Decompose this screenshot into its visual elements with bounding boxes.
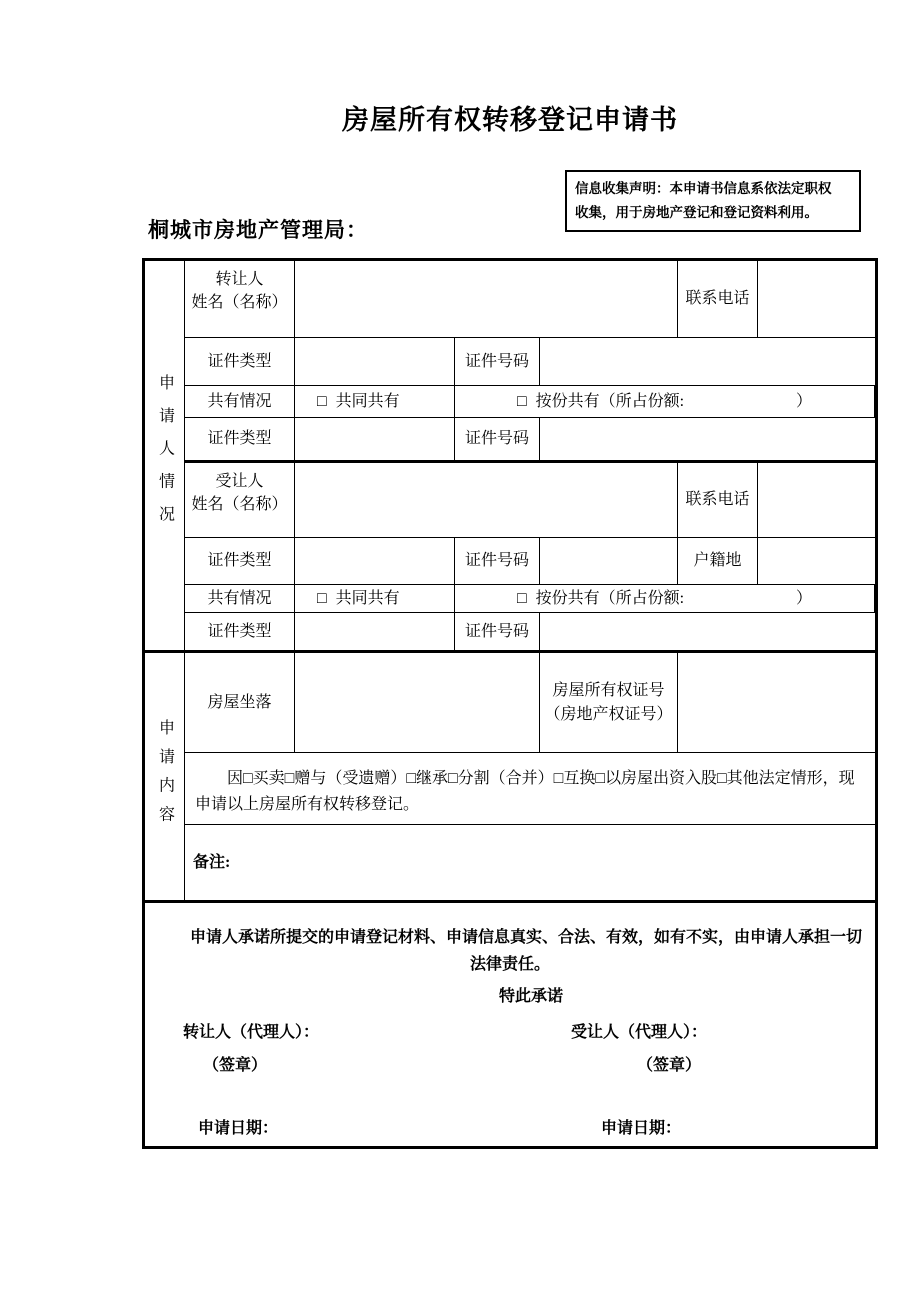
ownership-cert-label-line2: （房地产权证号） bbox=[544, 705, 673, 723]
transferor-share-option bbox=[455, 386, 875, 418]
share-ownership-label: 按份共有（所占份额: ） bbox=[535, 589, 813, 607]
pledge-section bbox=[145, 903, 875, 1146]
transferee-doc-type2-label: 证件类型 bbox=[185, 613, 295, 653]
transferor-doc-no-value[interactable] bbox=[540, 338, 875, 386]
ownership-cert-value[interactable] bbox=[678, 653, 875, 753]
transferee-name-label-line2: 姓名（名称） bbox=[191, 496, 288, 514]
addressee-line: 桐城市房地产管理局： bbox=[148, 218, 368, 242]
transferee-residence-label: 户籍地 bbox=[678, 538, 758, 585]
ownership-cert-label bbox=[540, 653, 678, 753]
transferor-doc-no2-label: 证件号码 bbox=[455, 418, 540, 463]
joint-ownership-checkbox-icon[interactable]: □ bbox=[317, 589, 327, 607]
transferor-doc-no-label: 证件号码 bbox=[455, 338, 540, 386]
transferor-name-label bbox=[185, 261, 295, 338]
pledge-text: 申请人承诺所提交的申请登记材料、申请信息真实、合法、有效，如有不实，由申请人承担一切法律责任。 bbox=[189, 929, 862, 974]
transferor-name-label-line1: 转让人 bbox=[215, 271, 264, 288]
section-content-label: 申请内容 bbox=[156, 718, 174, 835]
joint-ownership-checkbox-icon[interactable]: □ bbox=[317, 392, 327, 410]
section-applicant-label: 申请人情况 bbox=[156, 373, 174, 538]
house-location-label: 房屋坐落 bbox=[185, 653, 295, 753]
transferee-residence-value[interactable] bbox=[758, 538, 875, 585]
transferor-signature-label: 转让人（代理人）： bbox=[183, 1024, 320, 1041]
transferee-doc-no-value[interactable] bbox=[540, 538, 678, 585]
joint-ownership-label: 共同共有 bbox=[335, 589, 400, 607]
transfer-reason-text: 因□买卖□赠与（受遗赠）□继承□分割（合并）□互换□以房屋出资入股□其他法定情形，现申请以上房屋所有权转移登记。 bbox=[195, 770, 855, 814]
transferee-doc-no-label: 证件号码 bbox=[455, 538, 540, 585]
transferor-doc-type-label: 证件类型 bbox=[185, 338, 295, 386]
transferee-phone-label: 联系电话 bbox=[678, 463, 758, 538]
transferee-doc-type-value[interactable] bbox=[295, 538, 455, 585]
remarks-label: 备注: bbox=[193, 853, 231, 871]
transferor-doc-no2-value[interactable] bbox=[540, 418, 875, 463]
section-applicant-info bbox=[145, 261, 185, 653]
notice-line-2: 收集，用于房地产登记和登记资料利用。 bbox=[575, 205, 818, 221]
transferee-name-label-line1: 受让人 bbox=[215, 473, 264, 490]
transferee-joint-option bbox=[295, 585, 455, 613]
transferee-application-date-label: 申请日期： bbox=[601, 1120, 682, 1137]
transferor-phone-label: 联系电话 bbox=[678, 261, 758, 338]
transferee-phone-value[interactable] bbox=[758, 463, 875, 538]
transferor-application-date-label: 申请日期： bbox=[198, 1120, 279, 1137]
transferee-doc-type-label: 证件类型 bbox=[185, 538, 295, 585]
transferee-doc-no2-label: 证件号码 bbox=[455, 613, 540, 653]
transferee-co-ownership-label: 共有情况 bbox=[185, 585, 295, 613]
info-collection-notice bbox=[565, 170, 861, 232]
transferor-name-label-line2: 姓名（名称） bbox=[191, 294, 288, 312]
transferee-seal-label: （签章） bbox=[637, 1057, 702, 1074]
share-ownership-checkbox-icon[interactable]: □ bbox=[516, 589, 527, 607]
transferor-seal-label: （签章） bbox=[203, 1057, 268, 1074]
transferee-signature-label: 受让人（代理人）： bbox=[571, 1024, 708, 1041]
share-ownership-label: 按份共有（所占份额: ） bbox=[535, 392, 813, 410]
share-ownership-checkbox-icon[interactable]: □ bbox=[516, 392, 527, 410]
transferee-doc-type2-value[interactable] bbox=[295, 613, 455, 653]
application-form-table bbox=[142, 258, 878, 1149]
notice-line-1: 信息收集声明：本申请书信息系依法定职权 bbox=[575, 181, 832, 196]
transferor-name-value[interactable] bbox=[295, 261, 678, 338]
transferor-co-ownership-label: 共有情况 bbox=[185, 386, 295, 418]
ownership-cert-label-line1: 房屋所有权证号 bbox=[552, 682, 665, 700]
transferor-doc-type2-value[interactable] bbox=[295, 418, 455, 463]
transferor-doc-type2-label: 证件类型 bbox=[185, 418, 295, 463]
pledge-confirm: 特此承诺 bbox=[498, 988, 563, 1006]
transferee-name-label bbox=[185, 463, 295, 538]
joint-ownership-label: 共同共有 bbox=[335, 392, 400, 410]
house-location-value[interactable] bbox=[295, 653, 540, 753]
transferee-name-value[interactable] bbox=[295, 463, 678, 538]
remarks-cell[interactable] bbox=[185, 825, 875, 903]
transferor-joint-option bbox=[295, 386, 455, 418]
transferor-doc-type-value[interactable] bbox=[295, 338, 455, 386]
section-application-content bbox=[145, 653, 185, 903]
transferee-share-option bbox=[455, 585, 875, 613]
page-title: 房屋所有权转移登记申请书 bbox=[342, 105, 678, 135]
transferee-doc-no2-value[interactable] bbox=[540, 613, 875, 653]
transfer-reason-cell bbox=[185, 753, 875, 825]
transferor-phone-value[interactable] bbox=[758, 261, 875, 338]
